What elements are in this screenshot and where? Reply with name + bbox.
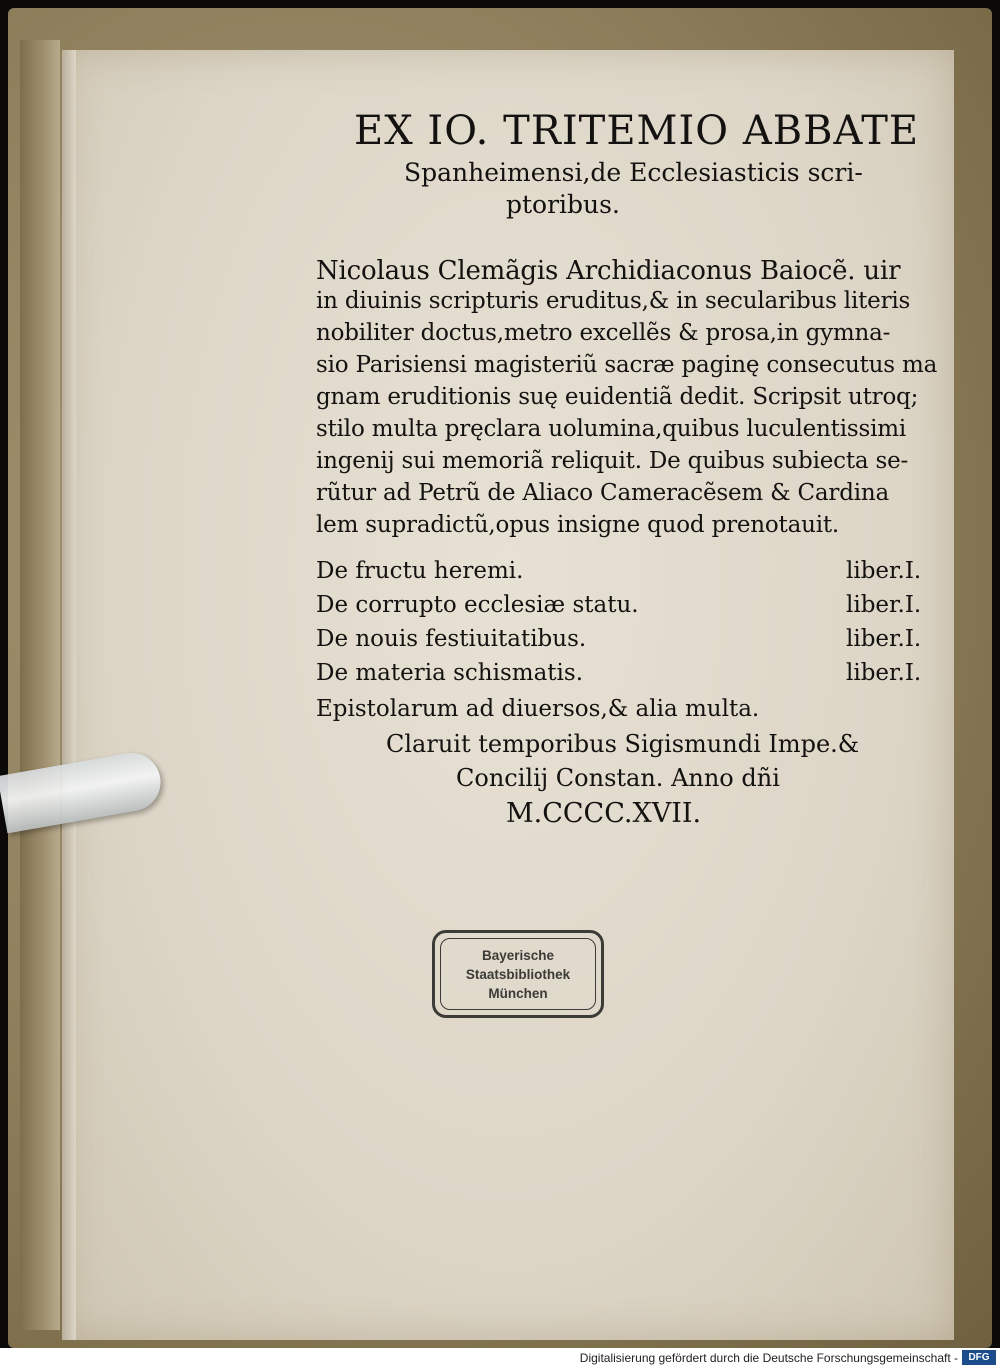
- paragraph-line-1: Nicolaus Clemãgis Archidiaconus Baiocẽ. uir: [316, 256, 901, 286]
- work-volume: liber.I.: [846, 660, 922, 686]
- work-title: De materia schismatis.: [316, 660, 584, 686]
- work-volume: liber.I.: [846, 558, 922, 584]
- paragraph-line-9: lem supradictũ,opus insigne quod prenotauit.: [316, 512, 840, 538]
- page-heading: EX IO. TRITEMIO ABBATE: [354, 108, 920, 154]
- paragraph-line-7: ingenij sui memoriã reliquit. De quibus subiecta se-: [316, 448, 909, 474]
- stamp-line-3: München: [488, 985, 548, 1001]
- closing-line-2: Concilij Constan. Anno dñi: [456, 764, 780, 792]
- stamp-line-1: Bayerische: [481, 947, 555, 963]
- closing-line-1: Claruit temporibus Sigismundi Impe.&: [386, 730, 860, 758]
- paragraph-line-6: stilo multa pręclara uolumina,quibus luculentissimi: [316, 416, 907, 442]
- paragraph-line-4: sio Parisiensi magisteriũ sacræ paginę consecutus ma: [316, 352, 938, 378]
- work-volume: liber.I.: [846, 626, 922, 652]
- subheading-line-1: Spanheimensi,de Ecclesiasticis scri-: [404, 158, 863, 187]
- stamp-border: [440, 938, 596, 1010]
- paragraph-line-3: nobiliter doctus,metro excellẽs & prosa,in gymna-: [316, 320, 891, 346]
- closing-line-3: M.CCCC.XVII.: [506, 798, 702, 829]
- work-volume: liber.I.: [846, 592, 922, 618]
- epistolae-line: Epistolarum ad diuersos,& alia multa.: [316, 696, 760, 722]
- subheading-line-2: ptoribus.: [506, 190, 620, 219]
- footer-bar: [0, 1348, 1000, 1368]
- cover-edge: [20, 40, 60, 1330]
- funding-notice: Digitalisierung gefördert durch die Deutsche Forschungsgemeinschaft -: [579, 1351, 958, 1365]
- library-stamp: [432, 930, 604, 1018]
- book-page: [62, 50, 954, 1340]
- paragraph-line-2: in diuinis scripturis eruditus,& in secularibus literis: [316, 288, 911, 314]
- paragraph-line-5: gnam eruditionis suę euidentiã dedit. Scripsit utroq;: [316, 384, 919, 410]
- dfg-logo: DFG: [962, 1350, 996, 1365]
- stamp-line-2: Staatsbibliothek: [465, 966, 571, 982]
- page-gutter: [62, 50, 76, 1340]
- work-title: De corrupto ecclesiæ statu.: [316, 592, 639, 618]
- paragraph-line-8: rũtur ad Petrũ de Aliaco Cameracẽsem & Cardina: [316, 480, 890, 506]
- work-title: De fructu heremi.: [316, 558, 524, 584]
- work-title: De nouis festiuitatibus.: [316, 626, 587, 652]
